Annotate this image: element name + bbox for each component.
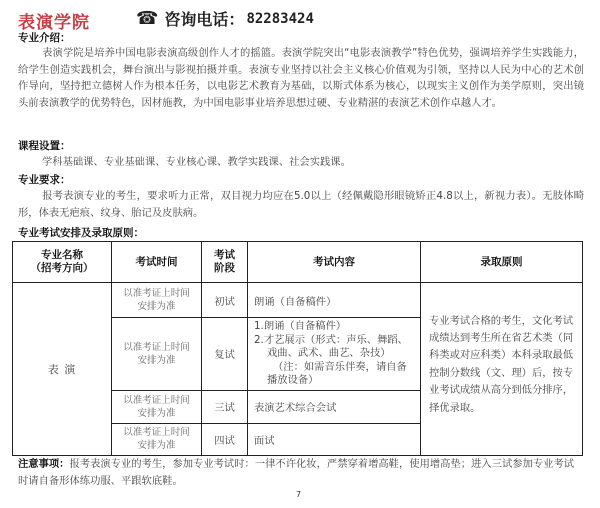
header-stage: 考试 阶段 (202, 242, 248, 283)
stage-cell: 四试 (202, 423, 248, 455)
phone-contact (136, 7, 314, 30)
phone-number: 82283424 (246, 10, 314, 27)
exam-table (12, 241, 583, 456)
intro-text: 表演学院是培养中国电影表演高级创作人才的摇篮。表演学院突出“电影表演教学”特色优势，强调培养学生实践能力，给学生创造实践机会，舞台演出与影视拍摄并重。表演专业坚持以社会主义核心价值观为引领，坚持以人民为中心的艺术创作导向，坚持把立德树人作为根本任务，以电影艺术教育为基础，以斯式体系为核心，以现实主义创作为美学原则，突出镜头前表演教学的优势特色，因材施教，为中国电影事业培养思想过硬、专业精湛的表演艺术创作卓越人才。 (18, 47, 584, 109)
page-number: 7 (296, 490, 302, 499)
notice-text: 报考表演专业的考生，参加专业考试时：一律不许化妆，严禁穿着增高鞋，使用增高垫；进入三试参加专业考试时请自备形体练功服、平跟软底鞋。 (18, 458, 575, 487)
content-cell: 表演艺术综合会试 (248, 390, 421, 423)
courses-text: 学科基础课、专业基础课、专业核心课、教学实践课、社会实践课。 (42, 156, 351, 168)
header-major: 专业名称 （招考方向） (13, 242, 112, 283)
requirements-heading: 专业要求： (18, 174, 71, 186)
exam-heading: 专业考试安排及录取原则： (18, 227, 144, 239)
time-cell: 以准考证上时间 安排为准 (112, 318, 202, 391)
courses-heading: 课程设置： (18, 140, 71, 152)
stage-cell: 复试 (202, 318, 248, 391)
courses-paragraph (18, 154, 584, 171)
content-cell: 面试 (248, 423, 421, 455)
requirements-paragraph (18, 188, 584, 221)
time-cell: 以准考证上时间 安排为准 (112, 423, 202, 455)
content-cell: 1.朗诵（自备稿件） 2.才艺展示（形式：声乐、舞蹈、 戏曲、武术、曲艺、杂技） （注：如需音乐伴奏，请自备 播放设备） (248, 318, 421, 391)
header-content: 考试内容 (248, 242, 421, 283)
telephone-icon: ☎ (136, 8, 159, 29)
stage-cell: 三试 (202, 390, 248, 423)
notice-paragraph (18, 456, 584, 490)
time-cell: 以准考证上时间 安排为准 (112, 283, 202, 318)
principle-cell: 专业考试合格的考生，文化考试成绩达到考生所在省艺术类（同科类或对应科类）本科录取最低控制分数线（文、理）后，按专业考试成绩从高分到低分排序，择优录取。 (421, 283, 583, 456)
time-cell: 以准考证上时间 安排为准 (112, 390, 202, 423)
phone-label: 咨询电话： (164, 10, 245, 29)
table-row (13, 283, 583, 318)
stage-cell: 初试 (202, 283, 248, 318)
header-principle: 录取原则 (421, 242, 583, 283)
college-title: 表演学院 (18, 13, 90, 33)
header-time: 考试时间 (112, 242, 202, 283)
notice-label: 注意事项： (18, 458, 70, 470)
intro-heading: 专业介绍： (18, 32, 71, 44)
table-header-row (13, 242, 583, 283)
content-cell: 朗诵（自备稿件） (248, 283, 421, 318)
intro-paragraph (18, 45, 584, 111)
requirements-text: 报考表演专业的考生，要求听力正常，双目视力均应在5.0以上（经佩戴隐形眼镜矫正4.8以上，新视力表）。无肢体畸形，体表无疤痕、纹身、胎记及皮肤病。 (18, 190, 584, 219)
major-cell: 表 演 (13, 283, 112, 456)
